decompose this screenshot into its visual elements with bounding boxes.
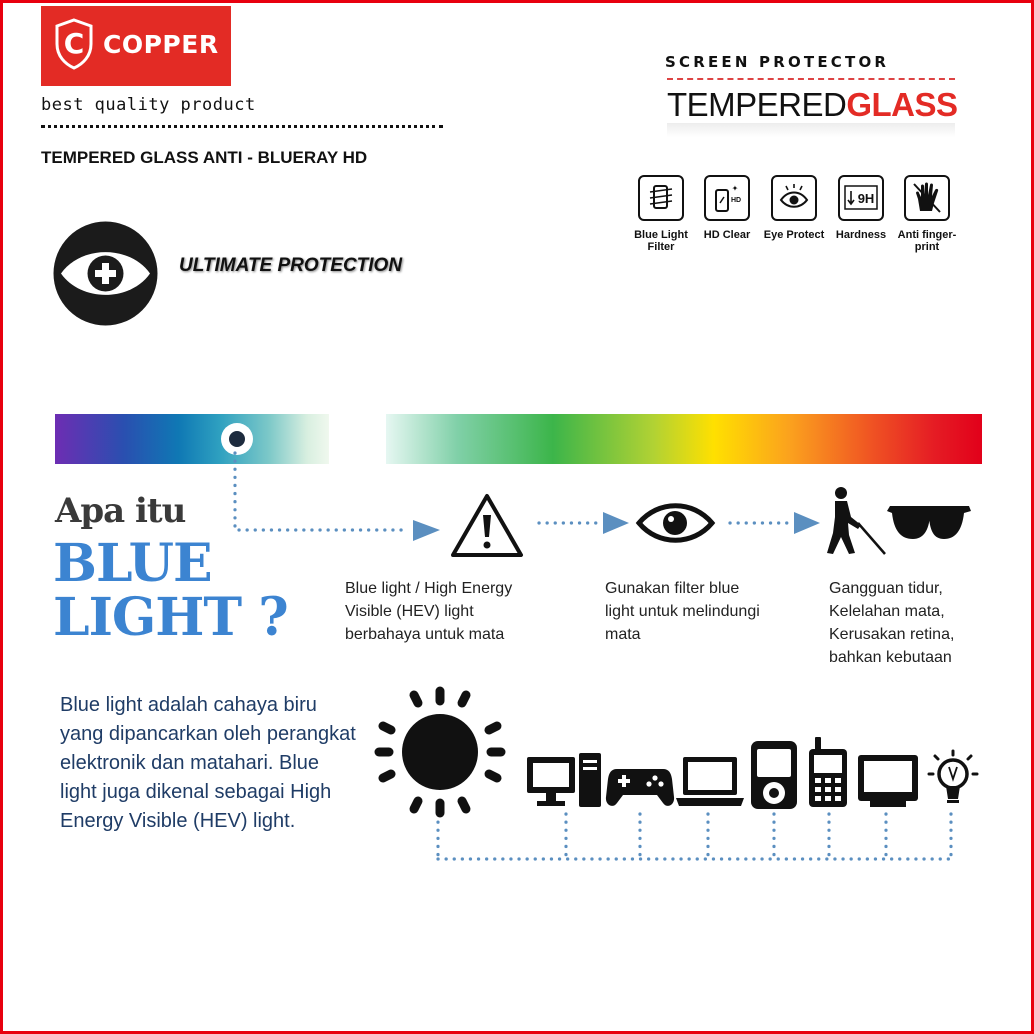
eye-icon [639, 506, 712, 541]
svg-text:✦: ✦ [731, 184, 739, 193]
television-icon [858, 755, 918, 807]
hd-badge: HD [730, 197, 742, 204]
brand-tagline: best quality product [41, 95, 256, 115]
arrow-icon [603, 512, 629, 534]
sun-icon [379, 691, 501, 813]
product-title: TEMPERED GLASS ANTI - BLUERAY HD [41, 148, 368, 167]
step-text-effects: Gangguan tidur, Kelelahan mata, Kerusakan retina, bahkan kebutaan [829, 580, 955, 666]
feature-label: HD Clear [703, 229, 751, 241]
arrow-icon [413, 520, 440, 541]
feature-label: Blue Light Filter [634, 229, 688, 253]
step-text-filter: Gunakan filter blue light untuk melindungi mata [605, 580, 760, 643]
tempered-word: TEMPERED [667, 86, 847, 123]
blind-person-icon [827, 487, 885, 554]
gamepad-icon [606, 769, 674, 806]
desktop-computer-icon [527, 753, 601, 807]
screen-protector-label: SCREEN PROTECTOR [665, 53, 890, 71]
brand-initial: C [63, 27, 85, 60]
blue-light-description: Blue light adalah cahaya biru yang dipancarkan oleh perangkat elektronik dan matahari. Blue light juga dikenal sebagai High Energy Visible (HEV) light. [60, 694, 356, 832]
ultimate-protection-label: ULTIMATE PROTECTION [179, 255, 403, 276]
laptop-icon [676, 757, 744, 806]
brand-name: COPPER [103, 30, 219, 59]
question-blue: BLUE [53, 533, 212, 594]
glass-word: GLASS [846, 86, 958, 123]
feature-label: Hardness [835, 229, 887, 241]
feature-label: Anti finger-print [897, 229, 957, 253]
mobile-phone-icon [809, 737, 847, 807]
hardness-badge: 9H [857, 191, 875, 206]
step-text-hazard: Blue light / High Energy Visible (HEV) light berbahaya untuk mata [345, 580, 513, 643]
light-bulb-icon [929, 751, 977, 803]
sunglasses-icon [887, 506, 971, 539]
question-light: LIGHT ? [53, 587, 288, 648]
question-intro: Apa itu [55, 491, 186, 531]
feature-label: Eye Protect [763, 229, 825, 241]
warning-icon [453, 496, 521, 555]
media-player-icon [751, 741, 797, 809]
arrow-icon [794, 512, 820, 534]
